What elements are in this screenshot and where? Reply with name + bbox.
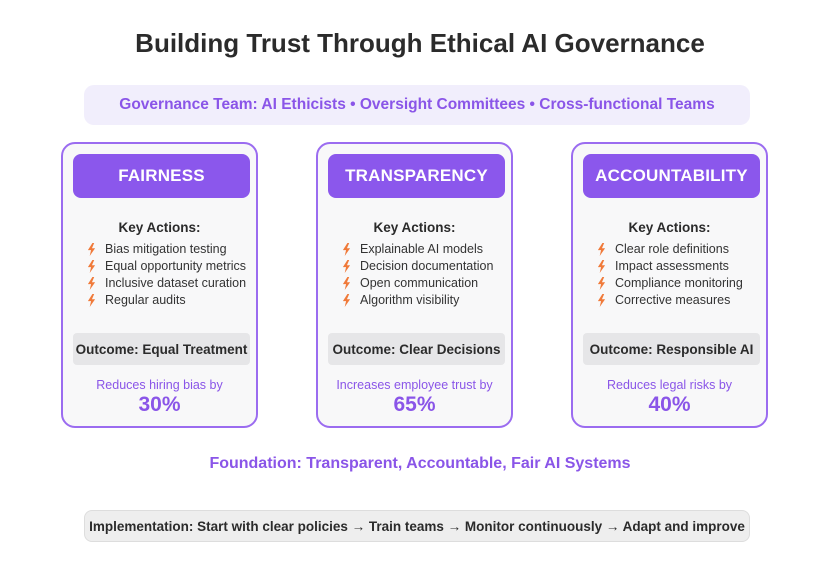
action-text: Compliance monitoring (615, 276, 743, 290)
action-text: Corrective measures (615, 293, 731, 307)
lightning-bolt-icon (342, 260, 351, 273)
key-actions-label: Key Actions: (373, 220, 456, 235)
action-text: Inclusive dataset curation (105, 276, 247, 290)
impact-label: Reduces legal risks by (606, 378, 733, 392)
list-item (87, 275, 246, 292)
lightning-bolt-icon (87, 277, 96, 290)
lightning-bolt-icon (342, 294, 351, 307)
pillar-header: ACCOUNTABILITY (583, 154, 760, 198)
lightning-bolt-icon (597, 260, 606, 273)
impact-label: Reduces hiring bias by (96, 378, 223, 392)
action-text: Explainable AI models (360, 242, 483, 256)
lightning-bolt-icon (597, 277, 606, 290)
action-text: Equal opportunity metrics (105, 259, 247, 273)
action-text: Impact assessments (615, 259, 729, 273)
implementation-text: Implementation: Start with clear policies → Train teams → Monitor continuously → Adapt and improve (89, 518, 745, 534)
foundation-text: Foundation: Transparent, Accountable, Fair AI Systems (209, 455, 631, 472)
pillar-card-transparency (316, 142, 513, 428)
list-item (597, 292, 743, 309)
lightning-bolt-icon (597, 294, 606, 307)
key-actions-label: Key Actions: (628, 220, 711, 235)
outcome-box: Outcome: Equal Treatment (73, 333, 250, 365)
action-text: Decision documentation (360, 259, 494, 273)
list-item (342, 241, 493, 258)
list-item (342, 292, 493, 309)
impact-label: Increases employee trust by (336, 378, 493, 392)
action-text: Bias mitigation testing (105, 242, 227, 256)
pillar-header: TRANSPARENCY (328, 154, 505, 198)
action-text: Open communication (360, 276, 479, 290)
list-item (597, 275, 743, 292)
outcome-box: Outcome: Responsible AI (583, 333, 760, 365)
list-item (342, 258, 493, 275)
list-item (597, 258, 743, 275)
governance-team-banner (84, 85, 750, 125)
action-text: Algorithm visibility (360, 293, 460, 307)
lightning-bolt-icon (87, 243, 96, 256)
pillar-card-fairness (61, 142, 258, 428)
impact-value: 65% (393, 393, 436, 416)
impact-value: 40% (648, 393, 691, 416)
lightning-bolt-icon (342, 277, 351, 290)
action-list (342, 241, 493, 309)
action-list (87, 241, 246, 309)
lightning-bolt-icon (342, 243, 351, 256)
lightning-bolt-icon (87, 294, 96, 307)
list-item (342, 275, 493, 292)
action-text: Regular audits (105, 293, 186, 307)
list-item (87, 258, 246, 275)
pillar-card-accountability (571, 142, 768, 428)
list-item (87, 241, 246, 258)
lightning-bolt-icon (87, 260, 96, 273)
action-text: Clear role definitions (615, 242, 729, 256)
page-title: Building Trust Through Ethical AI Governance (135, 28, 705, 58)
pillar-header: FAIRNESS (73, 154, 250, 198)
list-item (87, 292, 246, 309)
key-actions-label: Key Actions: (118, 220, 201, 235)
action-list (597, 241, 743, 309)
implementation-banner (84, 510, 750, 542)
governance-team-text: Governance Team: AI Ethicists • Oversight Committees • Cross-functional Teams (119, 96, 715, 113)
impact-value: 30% (138, 393, 181, 416)
lightning-bolt-icon (597, 243, 606, 256)
outcome-box: Outcome: Clear Decisions (328, 333, 505, 365)
list-item (597, 241, 743, 258)
